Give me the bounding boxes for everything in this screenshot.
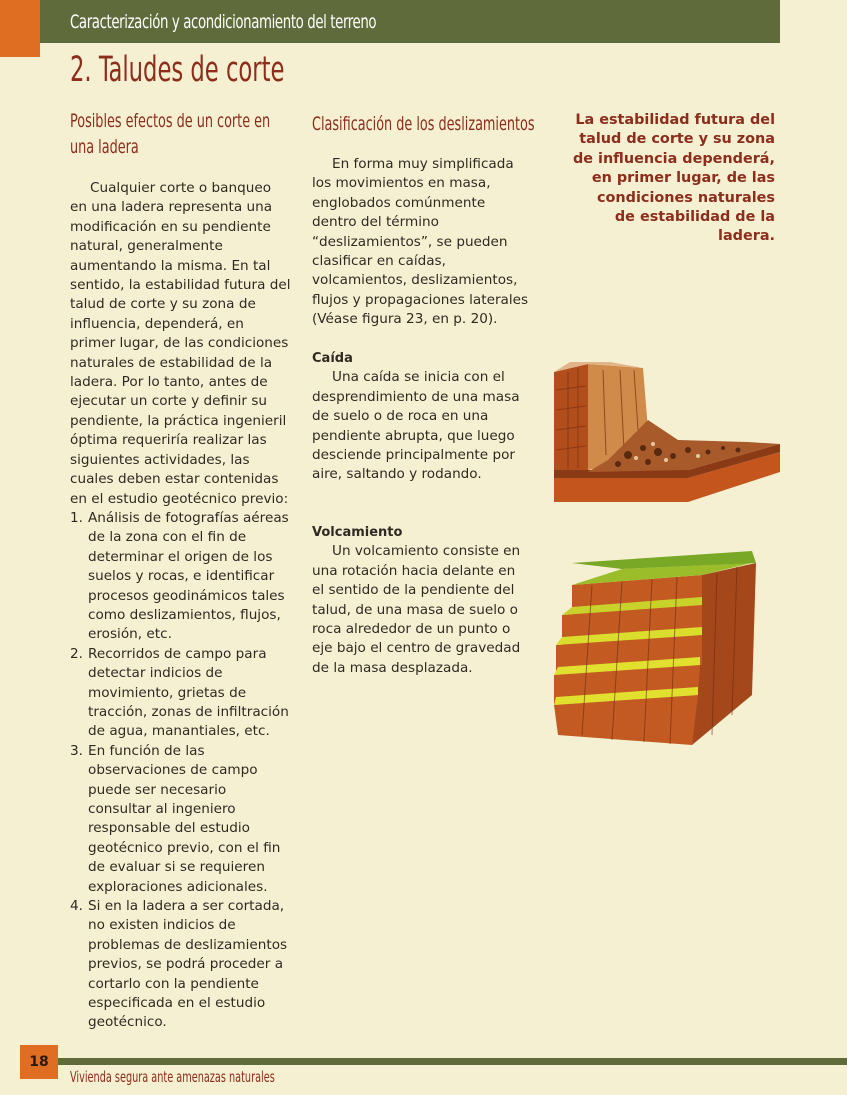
list-text: Recorridos de campo para detectar indicios de movimiento, grietas de tracción, zonas de infiltración de agua, manantiales, etc. (88, 645, 289, 740)
caida-heading: Caída (312, 351, 353, 366)
list-number: 1. (70, 509, 83, 526)
volcamiento-block (312, 523, 530, 678)
page-number: 18 (20, 1045, 58, 1079)
section-title-clasificacion: Clasificación de los deslizamientos (312, 113, 535, 135)
footer-book-title: Vivienda segura ante amenazas naturales (70, 1068, 275, 1086)
footer-line (20, 1058, 847, 1065)
list-number: 4. (70, 898, 83, 915)
page-title: 2. Taludes de corte (70, 50, 285, 90)
activities-list (70, 509, 292, 1033)
list-item (70, 509, 292, 645)
list-number: 2. (70, 645, 83, 662)
volcamiento-paragraph: Un volcamiento consiste en una rotación hacia delante en el sentido de la pendiente del talud, de una masa de suelo o roca alrededor de un punto o eje bajo el centro de gravedad de la masa desplazada. (312, 543, 521, 676)
intro-paragraph: Cualquier corte o banqueo en una ladera representa una modificación en su pendiente natural, generalmente aumentando la misma. En tal sentido, la estabilidad futura del talud de corte y su zona de influencia, dependerá, en primer lugar, de las condiciones naturales de estabilidad de la ladera. Por lo tanto, antes de ejecutar un corte y definir su pendiente, la práctica ingenieril óptima requeriría realizar las siguientes actividades, las cuales deben estar contenidas en el estudio geotécnico previo: (70, 180, 291, 507)
list-item (70, 742, 292, 897)
list-text: Si en la ladera a ser cortada, no existen indicios de problemas de deslizamientos previos, se podrá proceder a cortarlo con la pendiente especificada en el estudio geotécnico. (88, 898, 288, 1031)
section-title-efectos (70, 108, 295, 160)
list-text: Análisis de fotografías aéreas de la zona con el fin de determinar el origen de los suelos y rocas, e identificar procesos geodinámicos tales como deslizamientos, flujos, erosión, etc. (88, 509, 289, 643)
list-item (70, 897, 292, 1033)
section-title-line1: Posibles efectos de un corte en (70, 110, 271, 132)
header-title: Caracterización y acondicionamiento del terreno (70, 11, 377, 33)
toppling-illustration (552, 545, 758, 750)
section-title-line2: una ladera (70, 136, 139, 158)
volcamiento-heading: Volcamiento (312, 525, 403, 540)
list-item (70, 645, 292, 742)
pull-quote: La estabilidad futura del talud de corte y su zona de influencia dependerá, en primer lugar, de las condiciones naturales de estabilidad de la ladera. (572, 112, 775, 245)
column-efectos (70, 179, 292, 1033)
header-accent (0, 0, 40, 57)
caida-block (312, 349, 530, 485)
list-text: En función de las observaciones de campo puede ser necesario consultar al ingeniero responsable del estudio geotécnico previo, con el fin de evaluar si se requieren exploraciones adicionales. (88, 742, 281, 895)
list-number: 3. (70, 742, 83, 759)
classification-intro: En forma muy simplificada los movimientos en masa, englobados comúnmente dentro del término “deslizamientos”, se pueden clasificar en caídas, volcamientos, deslizamientos, flujos y propagaciones laterales (Véase figura 23, en p. 20). (312, 156, 529, 328)
cliff-front (554, 364, 588, 470)
caida-paragraph: Una caída se inicia con el desprendimiento de una masa de suelo o de roca en una pendiente abrupta, que luego desciende principalmente por aire, saltando y rodando. (312, 369, 520, 483)
column-clasificacion (312, 155, 530, 330)
rockfall-illustration (548, 360, 780, 505)
